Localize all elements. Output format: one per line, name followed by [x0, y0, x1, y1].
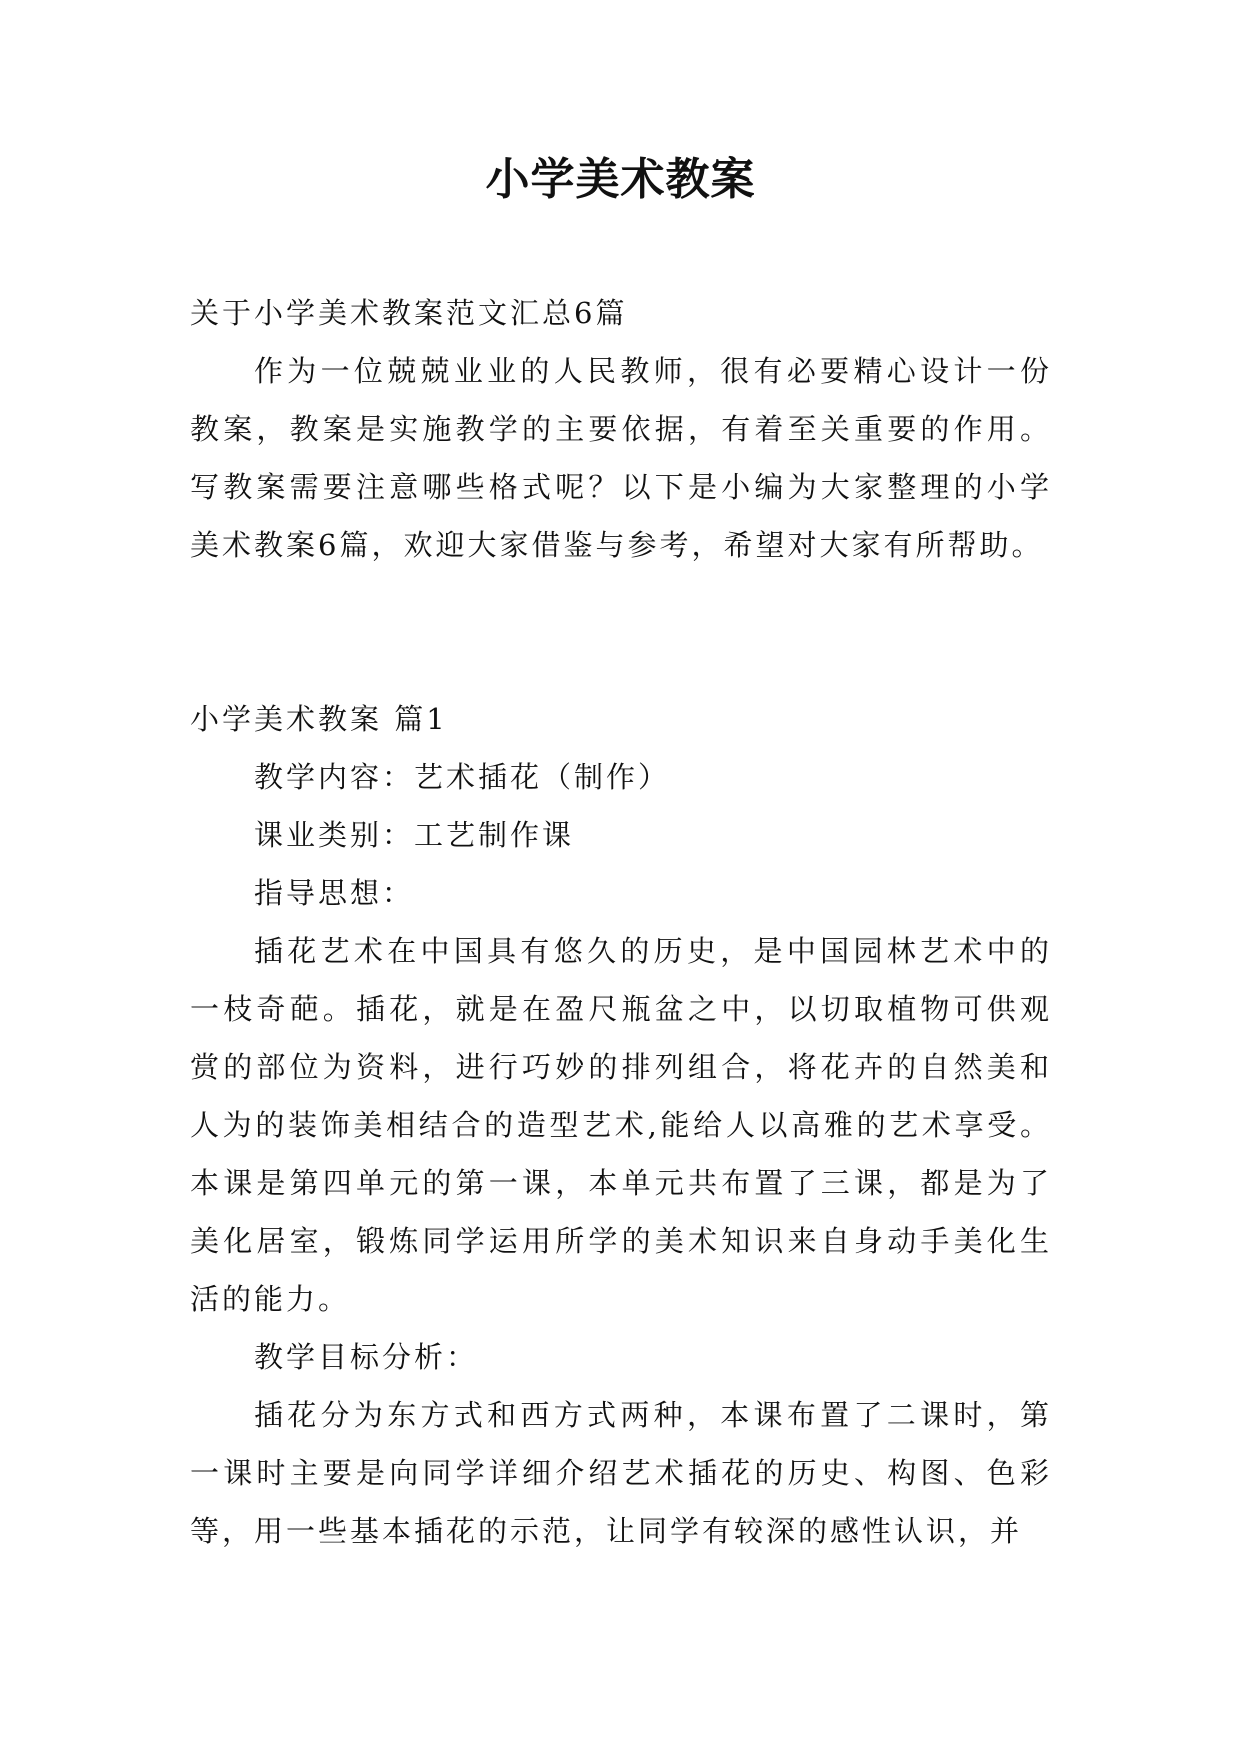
guiding-idea-label: 指导思想： — [254, 876, 415, 910]
course-type: 课业类别：工艺制作课 — [254, 818, 575, 852]
section-spacer — [190, 574, 1052, 690]
intro-heading: 关于小学美术教案范文汇总6篇 — [190, 296, 628, 330]
objective-analysis-label: 教学目标分析： — [254, 1340, 479, 1374]
document-title: 小学美术教案 — [485, 154, 756, 205]
section-heading: 小学美术教案 篇1 — [190, 702, 448, 736]
intro-paragraph: 作为一位兢兢业业的人民教师，很有必要精心设计一份教案，教案是实施教学的主要依据，有着至关重要的作用。写教案需要注意哪些格式呢？以下是小编为大家整理的小学美术教案6篇，欢迎大家借鉴与参考，希望对大家有所帮助。 — [190, 354, 1052, 562]
document-body — [190, 284, 1052, 1560]
objective-analysis-paragraph: 插花分为东方式和西方式两种，本课布置了二课时，第一课时主要是向同学详细介绍艺术插花的历史、构图、色彩等，用一些基本插花的示范，让同学有较深的感性认识，并 — [190, 1398, 1052, 1548]
teaching-content: 教学内容：艺术插花（制作） — [254, 760, 671, 794]
guiding-idea-paragraph: 插花艺术在中国具有悠久的历史，是中国园林艺术中的一枝奇葩。插花，就是在盈尺瓶盆之中，以切取植物可供观赏的部位为资料，进行巧妙的排列组合，将花卉的自然美和人为的装饰美相结合的造型艺术,能给人以高雅的艺术享受。本课是第四单元的第一课，本单元共布置了三课，都是为了美化居室，锻炼同学运用所学的美术知识来自身动手美化生活的能力。 — [190, 934, 1052, 1316]
